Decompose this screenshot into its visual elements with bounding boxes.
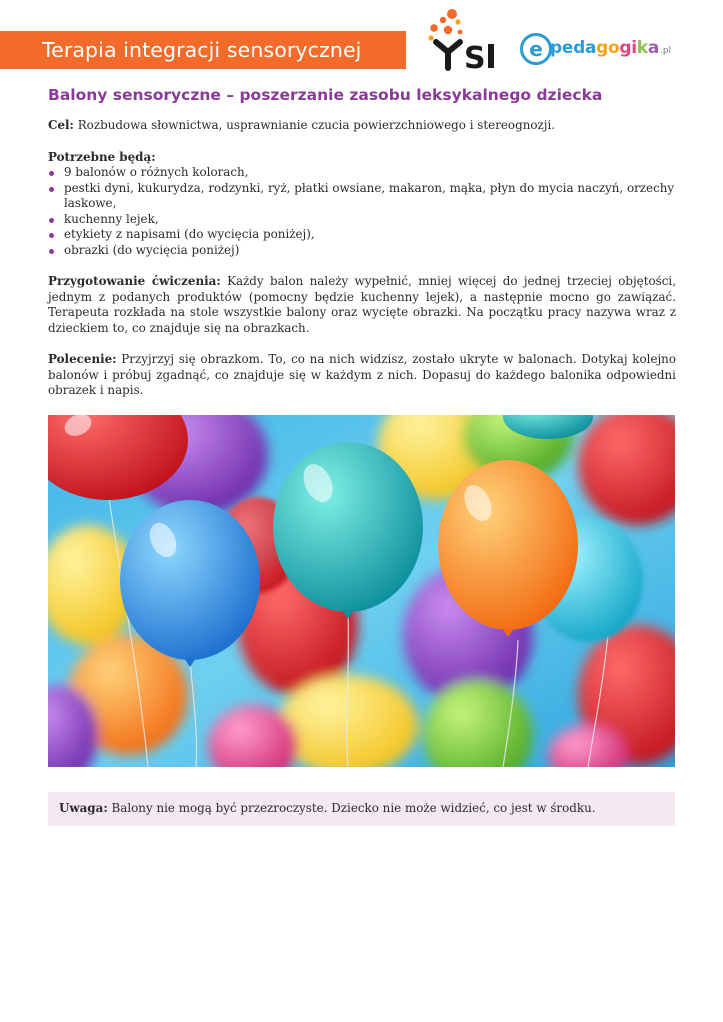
preparation-label: Przygotowanie ćwiczenia: — [48, 274, 221, 288]
list-item: obrazki (do wycięcia poniżej) — [48, 243, 676, 259]
tsi-logo-icon — [426, 8, 506, 72]
svg-text:S: S — [464, 41, 486, 72]
needed-section — [48, 150, 676, 259]
goal-section — [48, 118, 676, 134]
needed-label: Potrzebne będą: — [48, 149, 156, 164]
epedagogika-suffix: .pl — [659, 46, 672, 56]
epedagogika-wordmark: pedagogika — [550, 38, 659, 58]
banner-title: Terapia integracji sensorycznej — [42, 38, 362, 62]
goal-text: Rozbudowa słownictwa, usprawnianie czucia powierzchniowego i stereognozji. — [73, 118, 556, 132]
epedagogika-e-icon: e — [520, 33, 552, 65]
document-body — [48, 86, 676, 415]
list-item: kuchenny lejek, — [48, 212, 676, 228]
balloons-illustration — [48, 415, 675, 767]
header-banner — [0, 31, 406, 69]
note-box — [48, 792, 675, 826]
list-item: 9 balonów o różnych kolorach, — [48, 165, 676, 181]
goal-label: Cel: — [48, 118, 74, 132]
document-title: Balony sensoryczne – poszerzanie zasobu leksykalnego dziecka — [48, 86, 603, 104]
note-text: Balony nie mogą być przezroczyste. Dziecko nie może widzieć, co jest w środku. — [107, 801, 596, 816]
note-label: Uwaga: — [59, 801, 108, 816]
balloons-photo — [48, 415, 675, 767]
instruction-label: Polecenie: — [48, 352, 117, 366]
list-item: etykiety z napisami (do wycięcia poniżej), — [48, 227, 676, 243]
preparation-section — [48, 274, 676, 336]
instruction-section — [48, 352, 676, 399]
needed-list — [48, 165, 676, 258]
preparation-text: Każdy balon należy wypełnić, mniej więcej do jednej trzeciej objętości, jednym z podanych produktów (pomocny będzie kuchenny lejek), a następnie mocno go zawiązać. Terapeuta rozkłada na stole wszystkie balony oraz wycięte obrazki. Na początku pracy nazywa wraz z dzieckiem to, co znajduje się na obrazkach. — [48, 274, 676, 335]
instruction-text: Przyjrzyj się obrazkom. To, co na nich widzisz, zostało ukryte w balonach. Dotykaj kolejno balonów i próbuj zgadnąć, co znajduje się w każdym z nich. Dopasuj do każdego balonika odpowiedni obrazek i napis. — [48, 352, 676, 397]
epedagogika-logo — [520, 28, 671, 68]
list-item: pestki dyni, kukurydza, rodzynki, ryż, płatki owsiane, makaron, mąka, płyn do mycia naczyń, orzechy laskowe, — [48, 181, 676, 212]
